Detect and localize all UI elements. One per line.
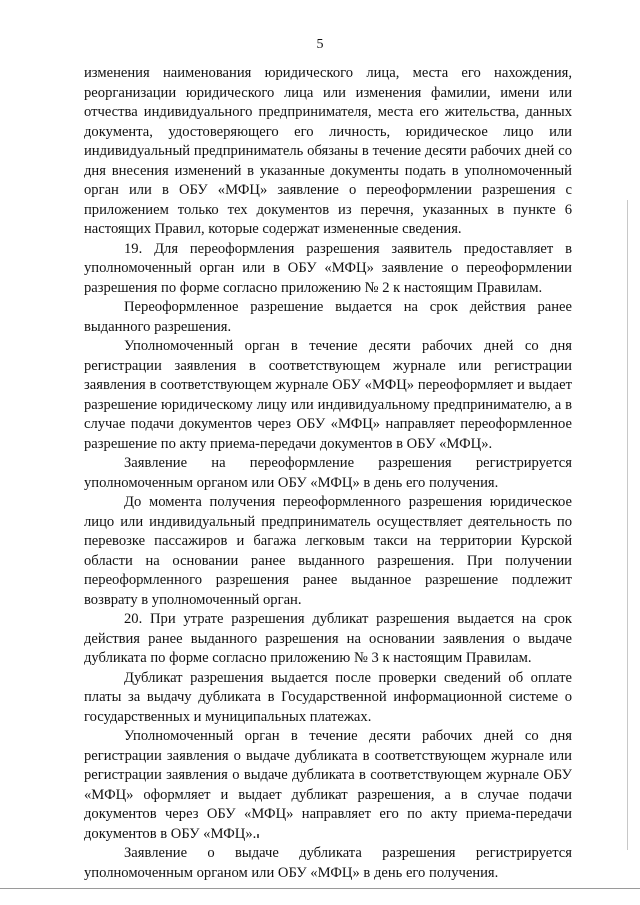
paragraph-duplicate-registration: Заявление о выдаче дубликата разрешения регистрируется уполномоченным органом или ОБУ «МФЦ» в день его получения. [84,845,572,881]
paragraph-clause-19: 19. Для переоформления разрешения заявитель предоставляет в уполномоченный орган или в ОБУ «МФЦ» заявление о переоформлении разрешения по форме согласно приложению № 2 к настоящим Правилам. [84,240,572,296]
paragraph-reissue-procedure: Уполномоченный орган в течение десяти рабочих дней со дня регистрации заявления в соответствующем журнале или регистрации заявления в соответствующем журнале ОБУ «МФЦ» переоформляет и выдает разрешение юридическому лицу или индивидуальному предпринимателю, а в случае подачи документов через ОБУ «МФЦ» направляет переоформленное разрешение по акту приема-передачи документов в ОБУ «МФЦ». [84,338,572,452]
paragraph-interim-activity: До момента получения переоформленного разрешения юридическое лицо или индивидуальный предприниматель осуществляет деятельность по перевозке пассажиров и багажа легковым такси на территории Курской области на основании ранее выданного разрешения. При получении переоформленного разрешения ранее выданное разрешение подлежит возврату в уполномоченный орган. [84,494,572,608]
scan-bottom-edge [0,888,640,889]
scan-margin-line [627,200,628,850]
paragraph-duplicate-procedure: Уполномоченный орган в течение десяти рабочих дней со дня регистрации заявления о выдаче дубликата в соответствующем журнале или регистрации заявления о выдаче дубликата в соответствующем журнале ОБУ «МФЦ» оформляет и выдает дубликат разрешения, а в случае подачи документов через ОБУ «МФЦ» направляет его по акту приема-передачи документов в ОБУ «МФЦ». [84,728,572,842]
scan-speck [257,834,259,838]
paragraph-clause-20: 20. При утрате разрешения дубликат разрешения выдается на срок действия ранее выданного разрешения на основании заявления о выдаче дубликата по форме согласно приложению № 3 к настоящим Правилам. [84,611,572,666]
document-body [84,64,572,883]
paragraph-reissue-registration: Заявление на переоформление разрешения регистрируется уполномоченным органом или ОБУ «МФЦ» в день его получения. [84,455,572,491]
page-number: 5 [316,37,324,52]
paragraph-duplicate-payment: Дубликат разрешения выдается после проверки сведений об оплате платы за выдачу дубликата в Государственной информационной системе о государственных и муниципальных платежах. [84,669,572,725]
paragraph-reissue-term: Переоформленное разрешение выдается на срок действия ранее выданного разрешения. [84,299,572,335]
paragraph-continuation: изменения наименования юридического лица, места его нахождения, реорганизации юридического лица или изменения фамилии, имени или отчества индивидуального предпринимателя, места его жительства, данных документа, удостоверяющего его личность, юридическое лицо или индивидуальный предприниматель обязаны в течение десяти рабочих дней со дня внесения изменений в указанные документы подать в уполномоченный орган или в ОБУ «МФЦ» заявление о переоформлении разрешения с приложением только тех документов из перечня, указанных в пункте 6 настоящих Правил, которые содержат измененные сведения. [84,65,572,237]
